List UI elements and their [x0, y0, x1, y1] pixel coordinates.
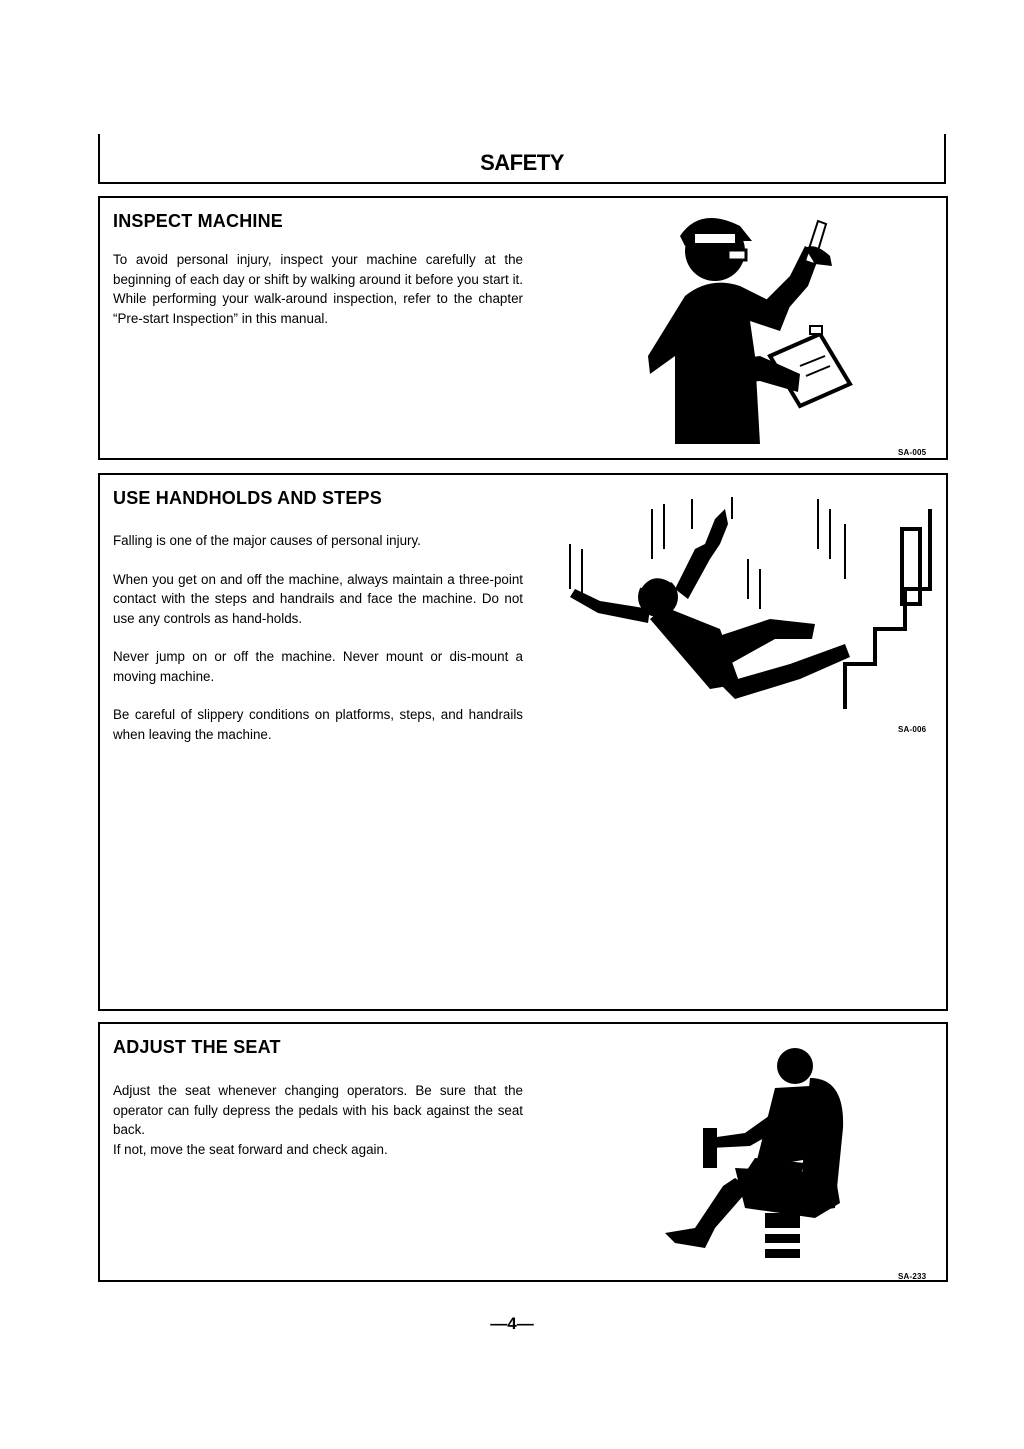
- page-number: —4—: [490, 1314, 534, 1333]
- page-header: [98, 134, 946, 184]
- operator-seated-icon: [635, 1038, 865, 1263]
- figure-code: SA-006: [898, 725, 927, 734]
- person-falling-from-steps-icon: [560, 489, 940, 709]
- worker-inspecting-clipboard-icon: [640, 206, 860, 444]
- section-title: USE HANDHOLDS AND STEPS: [113, 488, 382, 508]
- paragraph: Be careful of slippery conditions on platforms, steps, and handrails when leaving the machine.: [113, 707, 523, 742]
- page-title: SAFETY: [480, 150, 564, 175]
- figure-code: SA-233: [898, 1272, 927, 1281]
- paragraph: When you get on and off the machine, always maintain a three-point contact with the steps and handrails and face the machine. Do not use any controls as hand-holds.: [113, 571, 523, 626]
- section-adjust-seat: [98, 1022, 948, 1282]
- section-inspect-machine: [98, 196, 948, 460]
- paragraph: Never jump on or off the machine. Never mount or dis-mount a moving machine.: [113, 649, 523, 684]
- section-body: [113, 531, 523, 763]
- paragraph: To avoid personal injury, inspect your machine carefully at the beginning of each day or shift by walking around it before you start it. While performing your walk-around inspection, refer to the chapter “Pre-start Inspection” in this manual.: [113, 252, 523, 326]
- paragraph: Adjust the seat whenever changing operators. Be sure that the operator can fully depress the pedals with his back against the seat back.: [113, 1083, 523, 1137]
- paragraph: If not, move the seat forward and check again.: [113, 1141, 388, 1157]
- paragraph: Falling is one of the major causes of personal injury.: [113, 533, 421, 548]
- section-body: [113, 250, 523, 347]
- section-use-handholds: [98, 473, 948, 1011]
- section-title: INSPECT MACHINE: [113, 211, 284, 231]
- section-body: [113, 1081, 523, 1178]
- figure-code: SA-005: [898, 448, 927, 457]
- section-title: ADJUST THE SEAT: [113, 1037, 281, 1057]
